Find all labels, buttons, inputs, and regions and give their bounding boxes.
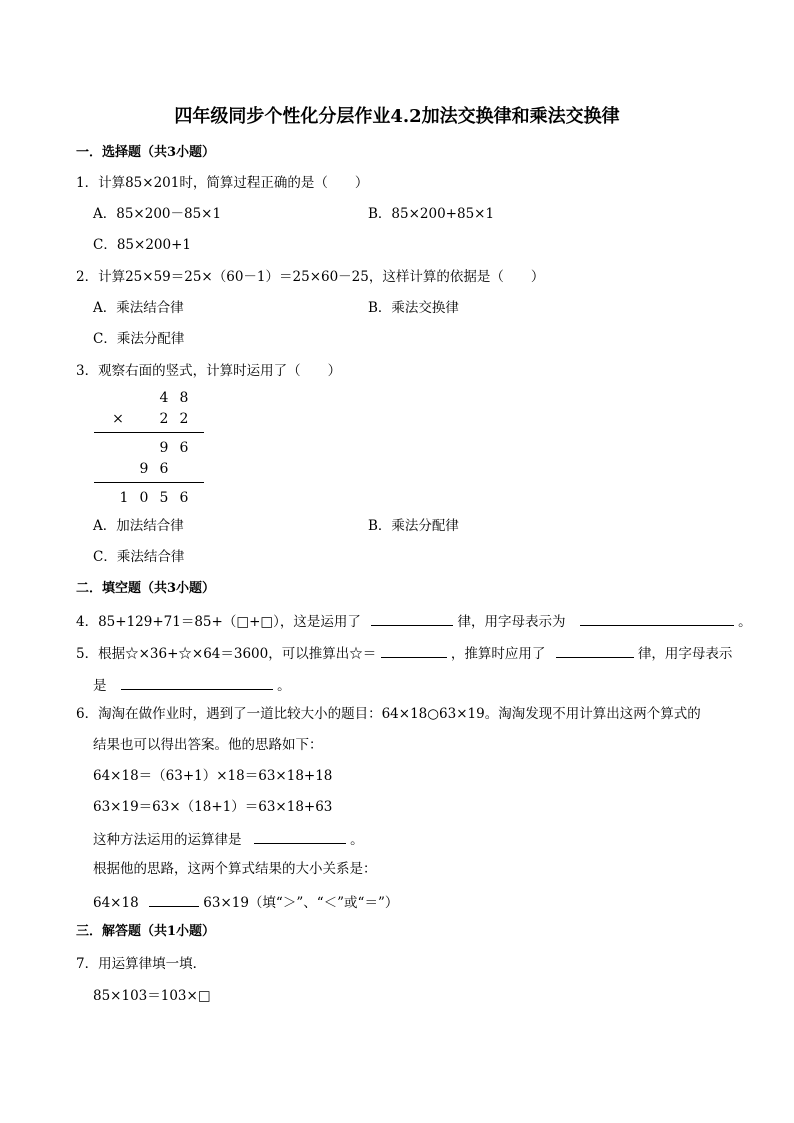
vertical-digit: 0 — [139, 490, 149, 506]
vertical-rule — [94, 482, 204, 483]
question-1-stem: 1．计算85×201时，简算过程正确的是（ ） — [76, 175, 369, 191]
question-6-line: 结果也可以得出答案。他的思路如下： — [93, 737, 323, 753]
question-3-option-b: B．乘法分配律 — [368, 518, 459, 534]
question-6-line: 64×18＝（63+1）×18＝63×18+18 — [93, 768, 333, 784]
vertical-digit: 6 — [159, 461, 169, 477]
question-1-option-c: C．85×200+1 — [93, 237, 191, 253]
question-4-text: 律，用字母表示为 — [457, 614, 566, 630]
vertical-digit: 9 — [139, 461, 149, 477]
question-1-option-b: B．85×200+85×1 — [368, 206, 495, 222]
section-heading-choice: 一．选择题（共3小题） — [76, 145, 216, 160]
question-2-stem: 2．计算25×59＝25×（60－1）＝25×60－25，这样计算的依据是（ ） — [76, 269, 545, 285]
vertical-digit: 6 — [179, 440, 189, 456]
answer-blank[interactable] — [381, 643, 447, 658]
question-5-text: 是 — [93, 678, 107, 694]
answer-blank[interactable] — [149, 892, 199, 907]
question-2-option-c: C．乘法分配律 — [93, 331, 185, 347]
question-5-text: 。 — [277, 678, 291, 694]
vertical-digit: 2 — [159, 411, 169, 427]
question-4 — [76, 611, 752, 631]
answer-blank[interactable] — [580, 611, 734, 626]
answer-blank[interactable] — [121, 675, 273, 690]
page-title: 四年级同步个性化分层作业4.2加法交换律和乘法交换律 — [174, 106, 620, 127]
question-7-stem: 7．用运算律填一填． — [76, 956, 207, 972]
question-3-option-c: C．乘法结合律 — [93, 549, 185, 565]
vertical-digit: 9 — [159, 440, 169, 456]
vertical-digit: 8 — [179, 390, 189, 406]
answer-blank[interactable] — [254, 829, 346, 844]
question-2-option-b: B．乘法交换律 — [368, 300, 459, 316]
question-6-line-5 — [93, 829, 364, 849]
question-2-option-a: A．乘法结合律 — [93, 300, 184, 316]
question-3-option-a: A．加法结合律 — [93, 518, 184, 534]
vertical-digit: 6 — [179, 490, 189, 506]
vertical-rule — [94, 432, 204, 433]
question-5-text: 5．根据☆×36+☆×64＝3600，可以推算出☆＝ — [76, 646, 377, 662]
question-6-text: 。 — [350, 832, 364, 848]
answer-blank[interactable] — [556, 643, 634, 658]
answer-blank[interactable] — [371, 611, 453, 626]
vertical-digit: 1 — [119, 490, 129, 506]
question-6-line-7 — [93, 892, 398, 912]
question-5-text: 律，用字母表示 — [637, 646, 733, 662]
vertical-digit: 5 — [159, 490, 169, 506]
question-7-line: 85×103＝103×□ — [93, 988, 211, 1004]
question-5-text: ，推算时应用了 — [450, 646, 546, 662]
question-6-line: 63×19＝63×（18+1）＝63×18+63 — [93, 799, 333, 815]
vertical-digit: 4 — [159, 390, 169, 406]
section-heading-answer: 三．解答题（共1小题） — [76, 924, 216, 939]
question-6-line: 根据他的思路，这两个算式结果的大小关系是： — [93, 861, 377, 877]
section-heading-fill: 二．填空题（共3小题） — [76, 581, 216, 596]
question-3-stem: 3．观察右面的竖式，计算时运用了（ ） — [76, 363, 342, 379]
question-4-text: 。 — [738, 614, 752, 630]
question-4-text: 4．85+129+71＝85+（□+□），这是运用了 — [76, 614, 361, 630]
question-5-line-2 — [93, 675, 291, 695]
vertical-digit: 2 — [179, 411, 189, 427]
question-6-text: 这种方法运用的运算律是 — [93, 832, 242, 848]
multiply-sign: × — [112, 411, 124, 427]
question-1-option-a: A．85×200－85×1 — [93, 206, 222, 222]
question-6-line: 6．淘淘在做作业时，遇到了一道比较大小的题目：64×18○63×19。淘淘发现不用计算出这两个算式的 — [76, 706, 701, 722]
question-6-text: 63×19（填“＞”、“＜”或“＝”） — [203, 895, 399, 911]
question-6-text: 64×18 — [93, 895, 139, 911]
question-5 — [76, 643, 732, 663]
